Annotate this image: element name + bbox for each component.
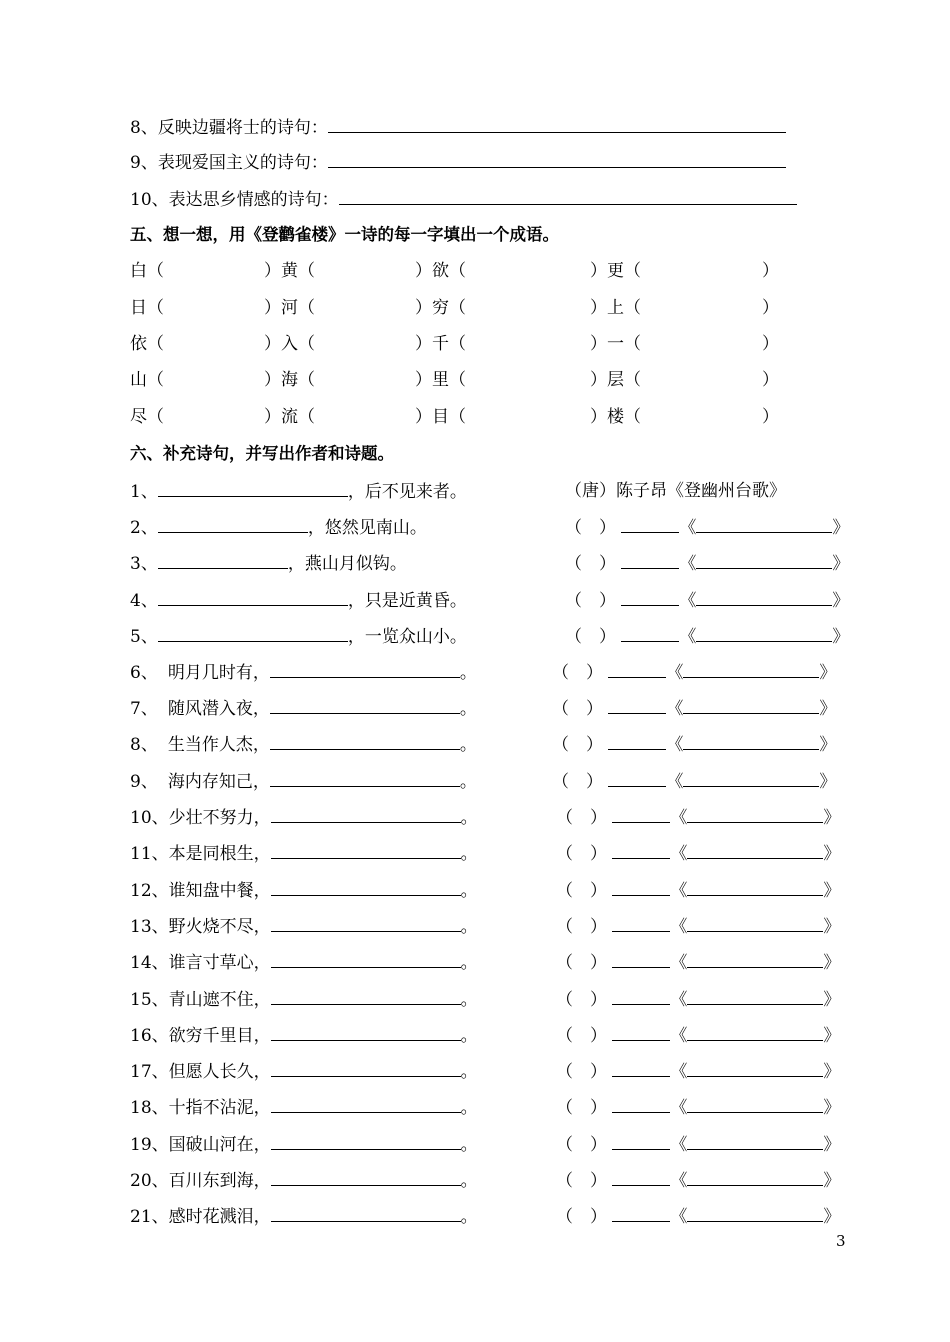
answer-blank[interactable] [621, 589, 679, 606]
idiom-cell: ）河（ [264, 298, 315, 318]
period: 。 [460, 1135, 478, 1155]
idiom-cell: ） [762, 298, 779, 318]
poem-line-text: 本是同根生， [168, 844, 271, 864]
answer-blank[interactable] [271, 1096, 461, 1113]
period: 。 [460, 1207, 478, 1227]
answer-blank[interactable] [687, 988, 823, 1005]
title-close-bracket: 》 [819, 663, 837, 683]
poem-row [130, 951, 478, 974]
dynasty-parens: （ ） [556, 844, 607, 864]
question-row [130, 188, 797, 211]
question-number: 13、 [130, 917, 169, 937]
answer-blank[interactable] [621, 552, 679, 569]
source-answer [556, 1133, 840, 1156]
answer-blank[interactable] [608, 770, 666, 787]
title-open-bracket: 《 [670, 1098, 688, 1118]
idiom-cell: ）更（ [590, 261, 641, 281]
idiom-cell: ）一（ [590, 334, 641, 354]
answer-blank[interactable] [696, 516, 832, 533]
dynasty-parens: （ ） [552, 699, 603, 719]
poem-line-text: ，后不见来者。 [347, 482, 467, 502]
idiom-cell: ）欲（ [415, 261, 466, 281]
answer-blank[interactable] [271, 1133, 461, 1150]
idiom-cell: ） [762, 261, 779, 281]
question-text: 表达思乡情感的诗句： [168, 190, 339, 210]
question-number: 10、 [130, 190, 169, 210]
idiom-cell: 白（ [130, 261, 164, 281]
period: 。 [460, 1026, 478, 1046]
answer-blank[interactable] [612, 988, 670, 1005]
answer-blank[interactable] [612, 1133, 670, 1150]
title-open-bracket: 《 [670, 1062, 688, 1082]
period: 。 [459, 699, 477, 719]
poem-line-text: 少壮不努力， [168, 808, 271, 828]
section-heading: 五、想一想，用《登鹳雀楼》一诗的每一字填出一个成语。 [130, 225, 559, 244]
source-answer [565, 589, 849, 612]
dynasty-parens: （ ） [565, 591, 616, 611]
dynasty-parens: （ ） [556, 917, 607, 937]
source-answer [556, 842, 840, 865]
answer-blank[interactable] [612, 1169, 670, 1186]
poem-line-text: 国破山河在， [168, 1135, 271, 1155]
title-close-bracket: 》 [832, 591, 850, 611]
idiom-cell: ）入（ [264, 334, 315, 354]
period: 。 [459, 735, 477, 755]
idiom-cell: ） [762, 407, 779, 427]
idiom-cell: 山（ [130, 370, 164, 390]
poem-line-text: 感时花溅泪， [168, 1207, 271, 1227]
question-number: 2、 [130, 518, 158, 538]
question-number: 21、 [130, 1207, 169, 1227]
answer-blank[interactable] [683, 733, 819, 750]
poem-line-text: 生当作人杰， [167, 735, 270, 755]
example-source: （唐）陈子昂《登幽州台歌》 [565, 481, 786, 501]
poem-row [130, 552, 407, 575]
answer-blank[interactable] [271, 806, 461, 823]
period: 。 [460, 1171, 478, 1191]
question-number: 6、 [130, 663, 158, 683]
question-number: 11、 [130, 844, 169, 864]
title-open-bracket: 《 [670, 1026, 688, 1046]
question-number: 4、 [130, 591, 158, 611]
answer-blank[interactable] [696, 625, 832, 642]
answer-blank[interactable] [271, 1169, 461, 1186]
question-number: 8、 [130, 735, 158, 755]
answer-blank[interactable] [687, 951, 823, 968]
question-number: 12、 [130, 881, 169, 901]
answer-blank[interactable] [687, 806, 823, 823]
period: 。 [459, 663, 477, 683]
idiom-cell: ）楼（ [590, 407, 641, 427]
answer-blank[interactable] [158, 552, 288, 569]
answer-blank[interactable] [687, 1133, 823, 1150]
poem-line-text: 谁言寸草心， [168, 953, 271, 973]
answer-blank[interactable] [612, 951, 670, 968]
dynasty-parens: （ ） [552, 772, 603, 792]
title-close-bracket: 》 [819, 735, 837, 755]
title-close-bracket: 》 [823, 808, 841, 828]
poem-line-text: 青山遮不住， [168, 990, 271, 1010]
question-number: 8、 [130, 118, 158, 138]
idiom-cell: 依（ [130, 334, 164, 354]
source-answer [556, 1205, 840, 1228]
idiom-cell: ）黄（ [264, 261, 315, 281]
dynasty-parens: （ ） [556, 990, 607, 1010]
dynasty-parens: （ ） [556, 1062, 607, 1082]
period: 。 [460, 990, 478, 1010]
poem-line-text: 但愿人长久， [168, 1062, 271, 1082]
poem-line-text: 野火烧不尽， [168, 917, 271, 937]
title-close-bracket: 》 [823, 881, 841, 901]
poem-line-text: 海内存知己， [167, 772, 270, 792]
answer-blank[interactable] [608, 697, 666, 714]
answer-blank[interactable] [687, 1060, 823, 1077]
title-close-bracket: 》 [823, 1135, 841, 1155]
period: 。 [460, 1098, 478, 1118]
title-open-bracket: 《 [679, 518, 697, 538]
source-answer [552, 661, 836, 684]
poem-row [130, 770, 477, 793]
answer-blank[interactable] [270, 770, 460, 787]
poem-line-text: 谁知盘中餐， [168, 881, 271, 901]
title-open-bracket: 《 [666, 663, 684, 683]
idiom-cell: ）上（ [590, 298, 641, 318]
answer-blank[interactable] [339, 188, 797, 205]
answer-blank[interactable] [683, 661, 819, 678]
dynasty-parens: （ ） [552, 735, 603, 755]
dynasty-parens: （ ） [556, 953, 607, 973]
answer-blank[interactable] [687, 1024, 823, 1041]
page-number: 3 [836, 1232, 846, 1250]
answer-blank[interactable] [270, 733, 460, 750]
answer-blank[interactable] [271, 951, 461, 968]
question-number: 19、 [130, 1135, 169, 1155]
title-close-bracket: 》 [823, 844, 841, 864]
answer-blank[interactable] [687, 915, 823, 932]
poem-row [130, 1024, 478, 1047]
poem-line-text: ，只是近黄昏。 [347, 591, 467, 611]
question-number: 14、 [130, 953, 169, 973]
title-close-bracket: 》 [819, 772, 837, 792]
dynasty-parens: （ ） [556, 1135, 607, 1155]
poem-line-text: 百川东到海， [168, 1171, 271, 1191]
title-close-bracket: 》 [823, 1026, 841, 1046]
dynasty-parens: （ ） [556, 1098, 607, 1118]
title-close-bracket: 》 [823, 1098, 841, 1118]
idiom-cell: ） [762, 370, 779, 390]
source-answer [565, 625, 849, 648]
answer-blank[interactable] [612, 915, 670, 932]
answer-blank[interactable] [612, 806, 670, 823]
title-close-bracket: 》 [832, 627, 850, 647]
dynasty-parens: （ ） [565, 627, 616, 647]
answer-blank[interactable] [687, 1096, 823, 1113]
title-open-bracket: 《 [670, 808, 688, 828]
source-answer [565, 516, 849, 539]
source-answer [552, 697, 836, 720]
title-open-bracket: 《 [670, 1135, 688, 1155]
answer-blank[interactable] [608, 661, 666, 678]
period: 。 [459, 772, 477, 792]
poem-line-text: ，一览众山小。 [347, 627, 467, 647]
answer-blank[interactable] [158, 589, 348, 606]
title-open-bracket: 《 [670, 953, 688, 973]
idiom-cell: ）里（ [415, 370, 466, 390]
source-answer [556, 988, 840, 1011]
source-answer [556, 879, 840, 902]
answer-blank[interactable] [271, 988, 461, 1005]
answer-blank[interactable] [271, 915, 461, 932]
answer-blank[interactable] [621, 625, 679, 642]
answer-blank[interactable] [158, 480, 348, 497]
poem-line-text: ，燕山月似钩。 [287, 554, 407, 574]
title-close-bracket: 》 [832, 554, 850, 574]
poem-row [130, 733, 477, 756]
answer-blank[interactable] [612, 1024, 670, 1041]
dynasty-parens: （ ） [552, 663, 603, 683]
idiom-cell: ）目（ [415, 407, 466, 427]
answer-blank[interactable] [687, 879, 823, 896]
title-close-bracket: 》 [823, 953, 841, 973]
title-open-bracket: 《 [679, 591, 697, 611]
dynasty-parens: （ ） [556, 881, 607, 901]
title-open-bracket: 《 [666, 735, 684, 755]
idiom-cell: 尽（ [130, 407, 164, 427]
answer-blank[interactable] [612, 842, 670, 859]
poem-row [130, 1096, 478, 1119]
poem-row [130, 842, 478, 865]
source-answer [556, 806, 840, 829]
source-answer [565, 552, 849, 575]
source-answer [556, 1169, 840, 1192]
source-answer [556, 1096, 840, 1119]
period: 。 [460, 953, 478, 973]
answer-blank[interactable] [612, 1060, 670, 1077]
answer-blank[interactable] [687, 1205, 823, 1222]
question-number: 1、 [130, 482, 158, 502]
dynasty-parens: （ ） [556, 1171, 607, 1191]
title-close-bracket: 》 [823, 917, 841, 937]
question-number: 20、 [130, 1171, 169, 1191]
idiom-cell: ）海（ [264, 370, 315, 390]
period: 。 [460, 808, 478, 828]
poem-line-text: ，悠然见南山。 [307, 518, 427, 538]
poem-row [130, 697, 477, 720]
poem-line-text: 十指不沾泥， [168, 1098, 271, 1118]
title-close-bracket: 》 [823, 990, 841, 1010]
poem-row [130, 1169, 478, 1192]
dynasty-parens: （ ） [556, 1207, 607, 1227]
source-answer [556, 951, 840, 974]
title-open-bracket: 《 [670, 990, 688, 1010]
source-answer [552, 770, 836, 793]
question-number: 5、 [130, 627, 158, 647]
source-answer [556, 1060, 840, 1083]
poem-row [130, 879, 478, 902]
title-open-bracket: 《 [679, 554, 697, 574]
question-number: 18、 [130, 1098, 169, 1118]
question-text: 反映边疆将士的诗句： [157, 118, 328, 138]
idiom-cell: ）穷（ [415, 298, 466, 318]
poem-row [130, 915, 478, 938]
source-answer [556, 915, 840, 938]
period: 。 [460, 881, 478, 901]
answer-blank[interactable] [696, 589, 832, 606]
poem-row [130, 625, 467, 648]
title-open-bracket: 《 [666, 772, 684, 792]
answer-blank[interactable] [271, 1060, 461, 1077]
answer-blank[interactable] [328, 116, 786, 133]
poem-row [130, 516, 427, 539]
title-close-bracket: 》 [823, 1171, 841, 1191]
source-answer [552, 733, 836, 756]
title-open-bracket: 《 [670, 1207, 688, 1227]
answer-blank[interactable] [328, 151, 786, 168]
question-row [130, 151, 786, 174]
answer-blank[interactable] [696, 552, 832, 569]
poem-row [130, 589, 467, 612]
section-heading: 六、补充诗句，并写出作者和诗题。 [130, 444, 394, 463]
period: 。 [460, 1062, 478, 1082]
poem-row [130, 1060, 478, 1083]
answer-blank[interactable] [687, 842, 823, 859]
source-answer [556, 1024, 840, 1047]
title-close-bracket: 》 [823, 1207, 841, 1227]
answer-blank[interactable] [158, 625, 348, 642]
title-open-bracket: 《 [670, 844, 688, 864]
poem-row [130, 1205, 478, 1228]
answer-blank[interactable] [612, 1205, 670, 1222]
question-number: 16、 [130, 1026, 169, 1046]
answer-blank[interactable] [683, 697, 819, 714]
answer-blank[interactable] [612, 879, 670, 896]
title-open-bracket: 《 [670, 917, 688, 937]
poem-line-text: 明月几时有， [167, 663, 270, 683]
idiom-cell: ）流（ [264, 407, 315, 427]
question-number: 17、 [130, 1062, 169, 1082]
answer-blank[interactable] [687, 1169, 823, 1186]
poem-row [130, 661, 477, 684]
question-text: 表现爱国主义的诗句： [157, 153, 328, 173]
question-number: 10、 [130, 808, 169, 828]
answer-blank[interactable] [683, 770, 819, 787]
answer-blank[interactable] [158, 516, 308, 533]
title-close-bracket: 》 [832, 518, 850, 538]
poem-row [130, 988, 478, 1011]
answer-blank[interactable] [271, 1024, 461, 1041]
poem-line-text: 欲穷千里目， [168, 1026, 271, 1046]
question-number: 3、 [130, 554, 158, 574]
poem-line-text: 随风潜入夜， [167, 699, 270, 719]
answer-blank[interactable] [270, 697, 460, 714]
title-open-bracket: 《 [670, 1171, 688, 1191]
idiom-cell: ）千（ [415, 334, 466, 354]
poem-row [130, 480, 467, 503]
title-open-bracket: 《 [670, 881, 688, 901]
dynasty-parens: （ ） [556, 808, 607, 828]
idiom-cell: 日（ [130, 298, 164, 318]
period: 。 [460, 917, 478, 937]
dynasty-parens: （ ） [565, 554, 616, 574]
answer-blank[interactable] [621, 516, 679, 533]
question-number: 9、 [130, 153, 158, 173]
period: 。 [460, 844, 478, 864]
question-number: 9、 [130, 772, 158, 792]
question-row [130, 116, 786, 139]
dynasty-parens: （ ） [556, 1026, 607, 1046]
idiom-cell: ） [762, 334, 779, 354]
idiom-cell: ）层（ [590, 370, 641, 390]
answer-blank[interactable] [270, 661, 460, 678]
title-close-bracket: 》 [819, 699, 837, 719]
answer-blank[interactable] [271, 1205, 461, 1222]
poem-row [130, 1133, 478, 1156]
question-number: 15、 [130, 990, 169, 1010]
poem-row [130, 806, 478, 829]
dynasty-parens: （ ） [565, 518, 616, 538]
answer-blank[interactable] [271, 842, 461, 859]
question-number: 7、 [130, 699, 158, 719]
answer-blank[interactable] [608, 733, 666, 750]
title-close-bracket: 》 [823, 1062, 841, 1082]
answer-blank[interactable] [612, 1096, 670, 1113]
title-open-bracket: 《 [666, 699, 684, 719]
title-open-bracket: 《 [679, 627, 697, 647]
answer-blank[interactable] [271, 879, 461, 896]
